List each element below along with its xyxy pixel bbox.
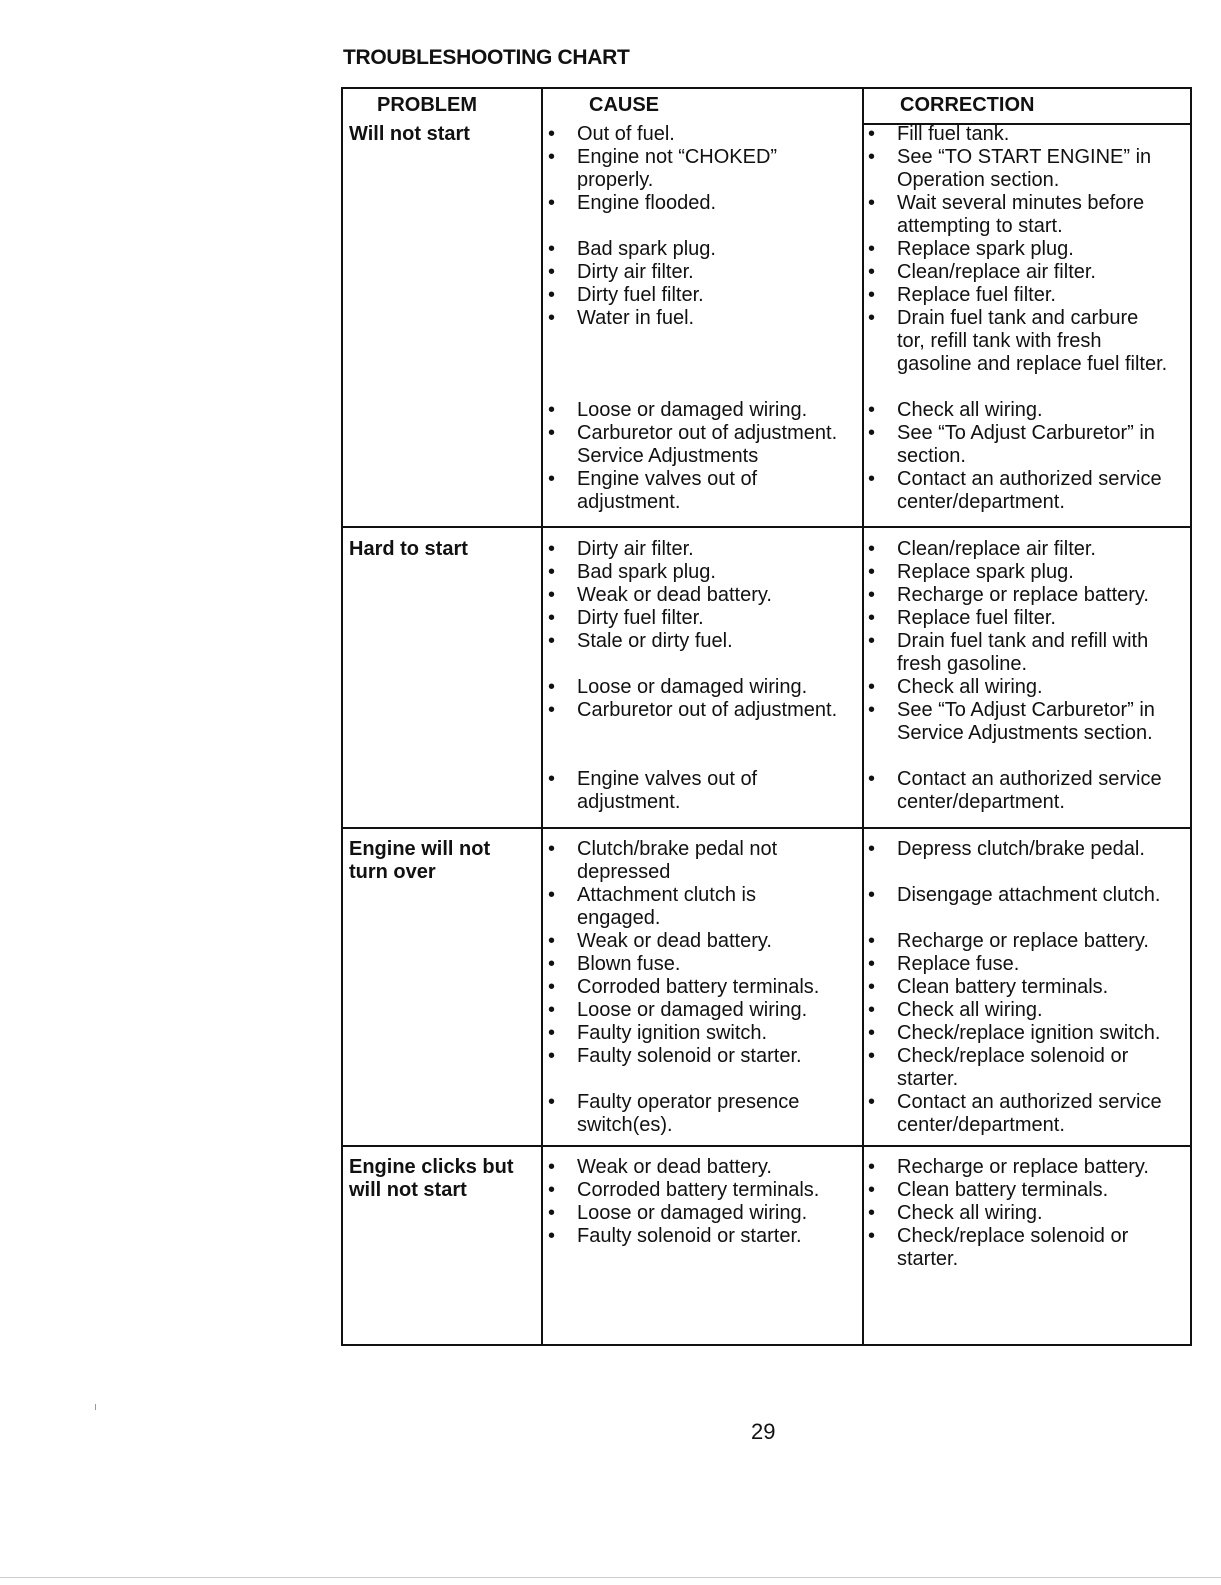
correction-item: • Replace fuse. [868,953,1020,975]
correction-item: • Recharge or replace battery. [868,1156,1149,1178]
chart-title: TROUBLESHOOTING CHART [343,46,630,69]
page-number: 29 [751,1419,776,1444]
correction-item: • Clean/replace air filter. [868,261,1096,283]
correction-item: • Disengage attachment clutch. [868,884,1161,906]
cause-item: • Stale or dirty fuel. [548,630,733,652]
cause-item: • Bad spark plug. [548,238,716,260]
scan-mark [95,1404,96,1410]
cause-item: • Blown fuse. [548,953,681,975]
cause-item: • Loose or damaged wiring. [548,399,808,421]
correction-item: • Replace spark plug. [868,561,1074,583]
cause-item: • Faulty ignition switch. [548,1022,768,1044]
header-problem: PROBLEM [377,94,477,116]
problem-label: Hard to start [349,538,468,560]
row-divider [343,1145,1190,1147]
cause-item: • Corroded battery terminals. [548,976,820,998]
correction-item: • Replace spark plug. [868,238,1074,260]
cause-item: • Engine valves out of adjustment. [548,768,758,813]
correction-item: • Fill fuel tank. [868,123,1010,145]
correction-item: • Check all wiring. [868,399,1043,421]
correction-item: • Recharge or replace battery. [868,584,1149,606]
cause-item: • Dirty fuel filter. [548,284,704,306]
correction-item: • Recharge or replace battery. [868,930,1149,952]
correction-item: • Wait several minutes before attempting to start. [868,192,1145,237]
cause-item: • Faulty operator presence switch(es). [548,1091,800,1136]
cause-item: • Loose or damaged wiring. [548,999,808,1021]
correction-item: • Check all wiring. [868,1202,1043,1224]
row-divider [343,827,1190,829]
correction-item: • See “To Adjust Carburetor” in Service Adjustments section. [868,699,1155,744]
column-divider [541,89,543,1344]
cause-item: • Dirty air filter. [548,538,694,560]
page-edge [0,1577,1221,1578]
correction-item: • Depress clutch/brake pedal. [868,838,1145,860]
correction-item: • Clean battery terminals. [868,1179,1109,1201]
correction-item: • Check/replace solenoid or starter. [868,1225,1129,1270]
cause-item: • Corroded battery terminals. [548,1179,820,1201]
correction-item: • Drain fuel tank and carbure tor, refill tank with fresh gasoline and replace fuel filter. [868,307,1168,375]
correction-item: • See “To Adjust Carburetor” in section. [868,422,1155,467]
cause-item: • Loose or damaged wiring. [548,676,808,698]
correction-item: • Clean/replace air filter. [868,538,1096,560]
problem-label: Engine will not turn over [349,838,491,883]
cause-item: • Engine valves out of adjustment. [548,468,758,513]
cause-item: • Engine not “CHOKED” properly. [548,146,778,191]
cause-item: • Dirty air filter. [548,261,694,283]
cause-item: • Weak or dead battery. [548,930,772,952]
cause-item: • Weak or dead battery. [548,584,772,606]
correction-item: • Check all wiring. [868,999,1043,1021]
troubleshooting-table [341,87,1192,1346]
correction-item: • Clean battery terminals. [868,976,1109,998]
cause-item: • Weak or dead battery. [548,1156,772,1178]
problem-label: Will not start [349,123,470,145]
header-correction: CORRECTION [900,94,1035,116]
cause-item: • Faulty solenoid or starter. [548,1225,802,1247]
cause-item: • Carburetor out of adjustment. [548,699,838,721]
cause-item: • Out of fuel. [548,123,675,145]
row-divider [343,526,1190,528]
correction-item: • Contact an authorized service center/department. [868,768,1162,813]
header-cause: CAUSE [589,94,660,116]
correction-item: • Contact an authorized service center/department. [868,1091,1162,1136]
correction-item: • Check/replace ignition switch. [868,1022,1161,1044]
cause-item: • Attachment clutch is engaged. [548,884,756,929]
correction-item: • See “TO START ENGINE” in Operation section. [868,146,1152,191]
cause-item: • Dirty fuel filter. [548,607,704,629]
problem-label: Engine clicks but will not start [349,1156,514,1201]
cause-item: • Clutch/brake pedal not depressed [548,838,778,883]
correction-item: • Check/replace solenoid or starter. [868,1045,1129,1090]
correction-item: • Check all wiring. [868,676,1043,698]
cause-item: • Carburetor out of adjustment. Service Adjustments [548,422,838,467]
cause-item: • Water in fuel. [548,307,695,329]
correction-item: • Replace fuel filter. [868,284,1056,306]
correction-item: • Contact an authorized service center/department. [868,468,1162,513]
cause-item: • Loose or damaged wiring. [548,1202,808,1224]
correction-item: • Drain fuel tank and refill with fresh gasoline. [868,630,1149,675]
cause-item: • Engine flooded. [548,192,717,214]
correction-item: • Replace fuel filter. [868,607,1056,629]
cause-item: • Faulty solenoid or starter. [548,1045,802,1067]
cause-item: • Bad spark plug. [548,561,716,583]
